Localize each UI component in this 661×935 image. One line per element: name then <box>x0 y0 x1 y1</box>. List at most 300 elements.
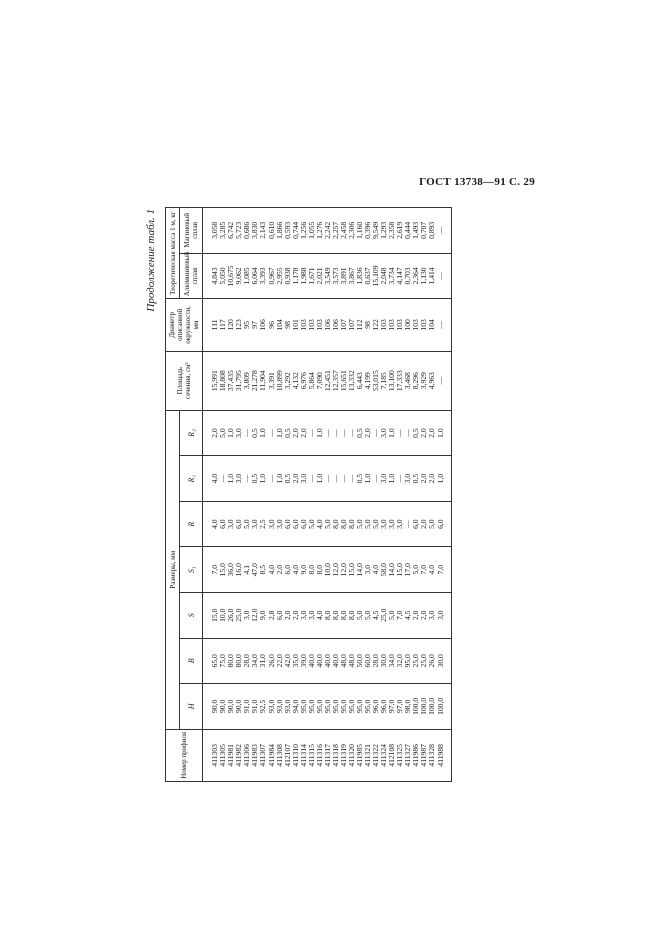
cell-aluminum: 3,891 <box>338 267 348 285</box>
cell-s1: 10,0 <box>322 563 332 577</box>
cell-r2: — <box>371 429 381 437</box>
cell-aluminum: 15,109 <box>371 265 381 287</box>
cell-s: 25,0 <box>234 608 244 622</box>
cell-r2: 3,0 <box>379 428 389 438</box>
cell-h: 96,0 <box>371 699 381 713</box>
cell-r: 3,0 <box>274 519 284 529</box>
cell-h: 95,0 <box>298 699 308 713</box>
cell-r2: 1,0 <box>314 428 324 438</box>
cell-area: 4,199 <box>363 372 373 390</box>
cell-b: 30,0 <box>379 654 389 668</box>
col-s <box>203 592 451 638</box>
cell-profile: 411981 <box>226 744 236 767</box>
cell-aluminum: 4,843 <box>210 267 220 285</box>
cell-profile: 411988 <box>435 744 445 767</box>
cell-profile: 411314 <box>298 744 308 767</box>
table-body-row <box>203 208 451 782</box>
cell-b: 32,0 <box>395 654 405 668</box>
cell-s1: 47,0 <box>250 563 260 577</box>
cell-s: 2,8 <box>266 610 276 621</box>
cell-s1: 15,0 <box>346 563 356 577</box>
cell-s1: 7,0 <box>210 564 220 575</box>
cell-s: 25,0 <box>379 608 389 622</box>
cell-r1: — <box>338 474 348 483</box>
cell-aluminum: — <box>435 272 445 280</box>
cell-r: 8,0 <box>330 519 340 529</box>
cell-area: 6,443 <box>355 372 365 390</box>
cell-magnesium: 2,242 <box>322 221 332 239</box>
cell-r1: 0,5 <box>282 473 292 484</box>
cell-magnesium: 5,723 <box>234 221 244 239</box>
header-aluminum: Алюминиевый сплав <box>180 253 203 299</box>
cell-aluminum: 3,549 <box>322 267 332 285</box>
cell-area: 18,808 <box>218 370 228 392</box>
cell-area: 3,292 <box>282 372 292 390</box>
cell-r1: 2,0 <box>290 473 300 484</box>
cell-magnesium: — <box>435 226 445 235</box>
cell-b: 60,0 <box>363 654 373 668</box>
cell-profile: 411308 <box>274 744 284 767</box>
cell-area: 13,100 <box>387 370 397 392</box>
cell-h: 92,5 <box>258 699 268 713</box>
cell-profile: 411321 <box>363 744 373 767</box>
header-area: Площадь сечения, см² <box>166 351 203 410</box>
cell-h: 90,0 <box>234 699 244 713</box>
cell-area: 3,929 <box>419 372 429 390</box>
cell-s: 3,0 <box>427 610 437 621</box>
cell-b: 25,0 <box>411 654 421 668</box>
cell-profile: 411307 <box>258 744 268 767</box>
cell-r2: 0,5 <box>411 428 421 438</box>
cell-s1: 15,0 <box>395 563 405 577</box>
cell-h: 95,0 <box>314 699 324 713</box>
cell-s: 4,0 <box>314 610 324 621</box>
cell-r2: — <box>322 429 332 437</box>
cell-magnesium: 1,866 <box>274 221 284 239</box>
cell-r: 6,0 <box>435 519 445 529</box>
cell-magnesium: 2,306 <box>346 221 356 239</box>
cell-r1: 4,0 <box>210 473 220 484</box>
cell-r: 2,0 <box>419 519 429 529</box>
cell-r2: — <box>242 429 252 437</box>
cell-r1: 1,0 <box>387 473 397 484</box>
cell-b: 40,0 <box>314 654 324 668</box>
cell-diameter: 106 <box>322 319 332 331</box>
cell-r1: 3,0 <box>234 473 244 484</box>
cell-area: 37,435 <box>226 370 236 392</box>
cell-h: 100,0 <box>427 697 437 715</box>
cell-s: 5,0 <box>363 610 373 621</box>
header-s: S <box>180 592 203 638</box>
cell-magnesium: 0,396 <box>363 221 373 239</box>
cell-magnesium: 0,610 <box>266 221 276 239</box>
cell-diameter: 98 <box>282 321 292 329</box>
cell-magnesium: 0,744 <box>290 221 300 239</box>
cell-s1: 12,0 <box>330 563 340 577</box>
cell-s: 4,5 <box>371 610 381 621</box>
cell-r1: 2,0 <box>419 473 429 484</box>
cell-s1: 58,0 <box>379 563 389 577</box>
cell-aluminum: 0,703 <box>403 267 413 285</box>
cell-r2: 5,0 <box>218 428 228 438</box>
cell-area: 12,451 <box>322 370 332 392</box>
cell-area: 3,391 <box>266 372 276 390</box>
cell-area: 8,296 <box>411 372 421 390</box>
cell-r: 6,0 <box>218 519 228 529</box>
cell-s: 10,0 <box>218 608 228 622</box>
cell-r: 6,0 <box>234 519 244 529</box>
cell-aluminum: 6,064 <box>250 267 260 285</box>
col-h <box>203 684 451 730</box>
cell-magnesium: 0,444 <box>403 221 413 239</box>
cell-area: 6,976 <box>298 372 308 390</box>
cell-b: 31,0 <box>258 654 268 668</box>
cell-s1: 6,0 <box>282 564 292 575</box>
cell-b: 39,0 <box>298 654 308 668</box>
cell-area: 7,090 <box>314 372 324 390</box>
cell-area: — <box>435 376 445 385</box>
cell-s: 4,5 <box>403 610 413 621</box>
cell-aluminum: 3,867 <box>346 267 356 285</box>
cell-diameter: 104 <box>274 319 284 331</box>
cell-b: 80,0 <box>234 654 244 668</box>
cell-h: 91,0 <box>250 699 260 713</box>
cell-aluminum: 1,085 <box>242 267 252 285</box>
cell-r2: 1,0 <box>258 428 268 438</box>
cell-r1: — <box>322 474 332 483</box>
cell-s: 12,0 <box>250 608 260 622</box>
cell-profile: 411310 <box>290 744 300 767</box>
cell-s1: 4,0 <box>290 564 300 575</box>
cell-area: 12,357 <box>330 370 340 392</box>
col-profile <box>203 729 451 781</box>
cell-b: 48,0 <box>346 654 356 668</box>
cell-magnesium: 3,285 <box>218 221 228 239</box>
header-diameter: Диаметр описанной окружности, мм <box>166 299 203 351</box>
header-b: B <box>180 638 203 684</box>
cell-profile: 411316 <box>314 744 324 767</box>
cell-h: 90,0 <box>226 699 236 713</box>
cell-s1: 9,0 <box>298 564 308 575</box>
cell-r: 4,0 <box>210 519 220 529</box>
col-b <box>203 638 451 684</box>
cell-r: 5,0 <box>355 519 365 529</box>
cell-r1: 1,0 <box>363 473 373 484</box>
cell-r1: — <box>330 474 340 483</box>
cell-b: 34,0 <box>387 654 397 668</box>
cell-s: 6,0 <box>274 610 284 621</box>
cell-r: 3,0 <box>395 519 405 529</box>
cell-b: 40,0 <box>306 654 316 668</box>
cell-h: 91,0 <box>242 699 252 713</box>
cell-area: 3,468 <box>403 372 413 390</box>
cell-r2: — <box>338 429 348 437</box>
cell-r1: — <box>346 474 356 483</box>
header-r: R <box>180 501 203 547</box>
cell-aluminum: 2,955 <box>274 267 284 285</box>
cell-aluminum: 5,050 <box>218 267 228 285</box>
cell-r1: 0,5 <box>250 473 260 484</box>
cell-aluminum: 1,178 <box>290 267 300 285</box>
cell-diameter: 101 <box>290 319 300 331</box>
cell-h: 98,0 <box>403 699 413 713</box>
col-r1 <box>203 456 451 502</box>
continuation-note: Продолжение табл. 1 <box>145 209 157 312</box>
cell-b: 80,0 <box>226 654 236 668</box>
cell-r2: 3,0 <box>234 428 244 438</box>
cell-s1: 3,0 <box>363 564 373 575</box>
cell-diameter: 107 <box>338 319 348 331</box>
cell-diameter: 103 <box>306 319 316 331</box>
cell-r: 8,0 <box>338 519 348 529</box>
cell-r1: — <box>266 474 276 483</box>
cell-aluminum: 0,938 <box>282 267 292 285</box>
cell-s: 2,0 <box>290 610 300 621</box>
cell-s1: 17,0 <box>403 563 413 577</box>
cell-s1: 14,0 <box>387 563 397 577</box>
cell-s: 5,0 <box>355 610 365 621</box>
cell-r: 6,0 <box>411 519 421 529</box>
cell-magnesium: 1,160 <box>355 221 365 239</box>
cell-r1: — <box>395 474 405 483</box>
cell-b: 34,0 <box>250 654 260 668</box>
cell-h: 95,0 <box>330 699 340 713</box>
rotated-table-block <box>145 207 510 782</box>
cell-r2: — <box>346 429 356 437</box>
cell-magnesium: 3,830 <box>250 221 260 239</box>
cell-aluminum: 1,130 <box>419 267 429 285</box>
cell-magnesium: 9,549 <box>371 221 381 239</box>
cell-r1: 2,0 <box>427 473 437 484</box>
cell-r: 5,0 <box>322 519 332 529</box>
cell-s1: 8,5 <box>258 564 268 575</box>
cell-h: 95,0 <box>355 699 365 713</box>
cell-h: 90,0 <box>210 699 220 713</box>
cell-r1: — <box>306 474 316 483</box>
cell-profile: 411318 <box>330 744 340 767</box>
cell-r2: 1,0 <box>387 428 397 438</box>
cell-area: 4,132 <box>290 372 300 390</box>
cell-b: 35,0 <box>290 654 300 668</box>
cell-aluminum: 2,021 <box>314 267 324 285</box>
cell-area: 10,899 <box>274 370 284 392</box>
cell-profile: 411324 <box>379 744 389 767</box>
cell-diameter: 96 <box>266 321 276 329</box>
cell-s1: 5,0 <box>411 564 421 575</box>
cell-r: 8,0 <box>346 519 356 529</box>
cell-diameter: 103 <box>314 319 324 331</box>
cell-b: 95,0 <box>403 654 413 668</box>
cell-s: 26,0 <box>226 608 236 622</box>
cell-profile: 411987 <box>419 744 429 767</box>
header-mass: Теоретическая масса 1 м, кг <box>166 208 180 299</box>
cell-profile: 411303 <box>210 744 220 767</box>
cell-b: 28,0 <box>371 654 381 668</box>
header-dimensions: Размеры, мм <box>166 410 180 729</box>
col-area <box>203 351 451 410</box>
cell-aluminum: 3,393 <box>258 267 268 285</box>
cell-r2: 1,0 <box>274 428 284 438</box>
cell-b: 50,0 <box>355 654 365 668</box>
cell-s: 8,0 <box>322 610 332 621</box>
cell-profile: 411322 <box>371 744 381 767</box>
cell-r1: 1,0 <box>274 473 284 484</box>
cell-diameter: 103 <box>395 319 405 331</box>
cell-area: 15,651 <box>338 370 348 392</box>
cell-h: 93,0 <box>274 699 284 713</box>
cell-diameter: 103 <box>419 319 429 331</box>
cell-s: 7,0 <box>395 610 405 621</box>
cell-magnesium: 1,256 <box>298 221 308 239</box>
cell-profile: 412108 <box>387 743 397 767</box>
cell-magnesium: 1,276 <box>314 221 324 239</box>
cell-profile: 411325 <box>395 744 405 767</box>
cell-area: 53,015 <box>371 370 381 392</box>
cell-s1: 4,1 <box>242 564 252 575</box>
cell-s1: 12,0 <box>338 563 348 577</box>
cell-profile: 411986 <box>411 744 421 767</box>
cell-profile: 411327 <box>403 744 413 767</box>
cell-r2: — <box>395 429 405 437</box>
cell-profile: 412107 <box>282 743 292 767</box>
cell-diameter: 106 <box>330 319 340 331</box>
cell-r2: 2,0 <box>290 428 300 438</box>
cell-b: 28,0 <box>242 654 252 668</box>
cell-magnesium: 0,893 <box>427 221 437 239</box>
cell-b: 40,0 <box>330 654 340 668</box>
cell-b: 26,0 <box>266 654 276 668</box>
cell-h: 95,0 <box>322 699 332 713</box>
cell-diameter: 123 <box>234 319 244 331</box>
cell-h: 100,0 <box>411 697 421 715</box>
cell-h: 97,0 <box>387 699 397 713</box>
cell-s1: 8,0 <box>314 564 324 575</box>
cell-area: 13,332 <box>346 370 356 392</box>
cell-s: 2,0 <box>419 610 429 621</box>
cell-r: 3,0 <box>379 519 389 529</box>
cell-s: 15,0 <box>210 608 220 622</box>
cell-h: 93,0 <box>266 699 276 713</box>
header-r2: R₂ <box>180 410 203 456</box>
cell-profile: 411982 <box>234 744 244 767</box>
cell-h: 94,0 <box>290 699 300 713</box>
cell-magnesium: 0,707 <box>419 221 429 239</box>
cell-r1: 3,0 <box>379 473 389 484</box>
cell-area: 7,185 <box>379 372 389 390</box>
cell-diameter: — <box>435 321 445 329</box>
cell-area: 11,904 <box>258 370 268 391</box>
cell-aluminum: 1,671 <box>306 267 316 285</box>
cell-r: 3,0 <box>226 519 236 529</box>
cell-s1: 4,0 <box>371 564 381 575</box>
cell-r: 2,5 <box>258 519 268 529</box>
cell-r2: 1,0 <box>226 428 236 438</box>
cell-r2: — <box>266 429 276 437</box>
cell-s1: 7,0 <box>435 564 445 575</box>
cell-r: 6,0 <box>282 519 292 529</box>
cell-aluminum: 9,062 <box>234 267 244 285</box>
cell-s: 3,0 <box>298 610 308 621</box>
col-diameter <box>203 299 451 351</box>
cell-magnesium: 2,358 <box>387 221 397 239</box>
cell-aluminum: 1,988 <box>298 267 308 285</box>
cell-s1: 16,0 <box>234 563 244 577</box>
cell-s1: 4,0 <box>427 564 437 575</box>
cell-r2: 2,0 <box>210 428 220 438</box>
cell-r2: 2,0 <box>427 428 437 438</box>
cell-magnesium: 0,593 <box>282 221 292 239</box>
cell-diameter: 117 <box>218 319 228 331</box>
cell-magnesium: 2,257 <box>330 221 340 239</box>
cell-b: 25,0 <box>419 654 429 668</box>
cell-r1: 1,0 <box>226 473 236 484</box>
cell-b: 48,0 <box>338 654 348 668</box>
cell-s1: 15,0 <box>218 563 228 577</box>
cell-h: 100,0 <box>419 697 429 715</box>
header-r1: R₁ <box>180 456 203 502</box>
cell-h: 93,0 <box>282 699 292 713</box>
cell-magnesium: 2,619 <box>395 221 405 239</box>
cell-diameter: 111 <box>210 319 220 331</box>
cell-s1: 14,0 <box>355 563 365 577</box>
cell-s: 3,0 <box>435 610 445 621</box>
cell-aluminum: 0,967 <box>266 267 276 285</box>
cell-r: 5,0 <box>427 519 437 529</box>
cell-h: 95,0 <box>363 699 373 713</box>
cell-diameter: 103 <box>379 319 389 331</box>
cell-r1: 3,0 <box>403 473 413 484</box>
cell-s1: 4,0 <box>266 564 276 575</box>
header-h: H <box>180 684 203 730</box>
cell-area: 31,795 <box>234 370 244 392</box>
cell-profile: 411306 <box>242 744 252 767</box>
cell-b: 42,0 <box>282 654 292 668</box>
cell-diameter: 103 <box>298 319 308 331</box>
cell-diameter: 103 <box>387 319 397 331</box>
cell-magnesium: 2,143 <box>258 221 268 239</box>
cell-r2: — <box>403 429 413 437</box>
cell-h: 100,0 <box>435 697 445 715</box>
cell-area: 3,809 <box>242 372 252 390</box>
cell-diameter: 104 <box>427 319 437 331</box>
cell-b: 30,0 <box>435 654 445 668</box>
cell-r2: 2,0 <box>419 428 429 438</box>
cell-r1: 1,0 <box>258 473 268 484</box>
cell-s1: 7,0 <box>419 564 429 575</box>
cell-aluminum: 0,637 <box>363 267 373 285</box>
cell-h: 90,0 <box>218 699 228 713</box>
cell-area: 15,991 <box>210 370 220 392</box>
cell-b: 40,0 <box>322 654 332 668</box>
cell-magnesium: 3,058 <box>210 221 220 239</box>
cell-aluminum: 2,364 <box>411 267 421 285</box>
cell-r2: 0,5 <box>355 428 365 438</box>
cell-magnesium: 0,686 <box>242 221 252 239</box>
cell-profile: 411328 <box>427 744 437 767</box>
cell-r: 5,0 <box>371 519 381 529</box>
cell-aluminum: 1,836 <box>355 267 365 285</box>
cell-diameter: 122 <box>371 319 381 331</box>
profiles-table <box>165 207 452 782</box>
header-profile: Номер профиля <box>166 729 203 781</box>
cell-diameter: 95 <box>242 321 252 329</box>
cell-magnesium: 1,293 <box>379 221 389 239</box>
cell-s: 9,0 <box>258 610 268 621</box>
cell-r: 3,0 <box>250 519 260 529</box>
cell-b: 26,0 <box>427 654 437 668</box>
cell-profile: 411319 <box>338 744 348 767</box>
cell-aluminum: 10,675 <box>226 265 236 287</box>
